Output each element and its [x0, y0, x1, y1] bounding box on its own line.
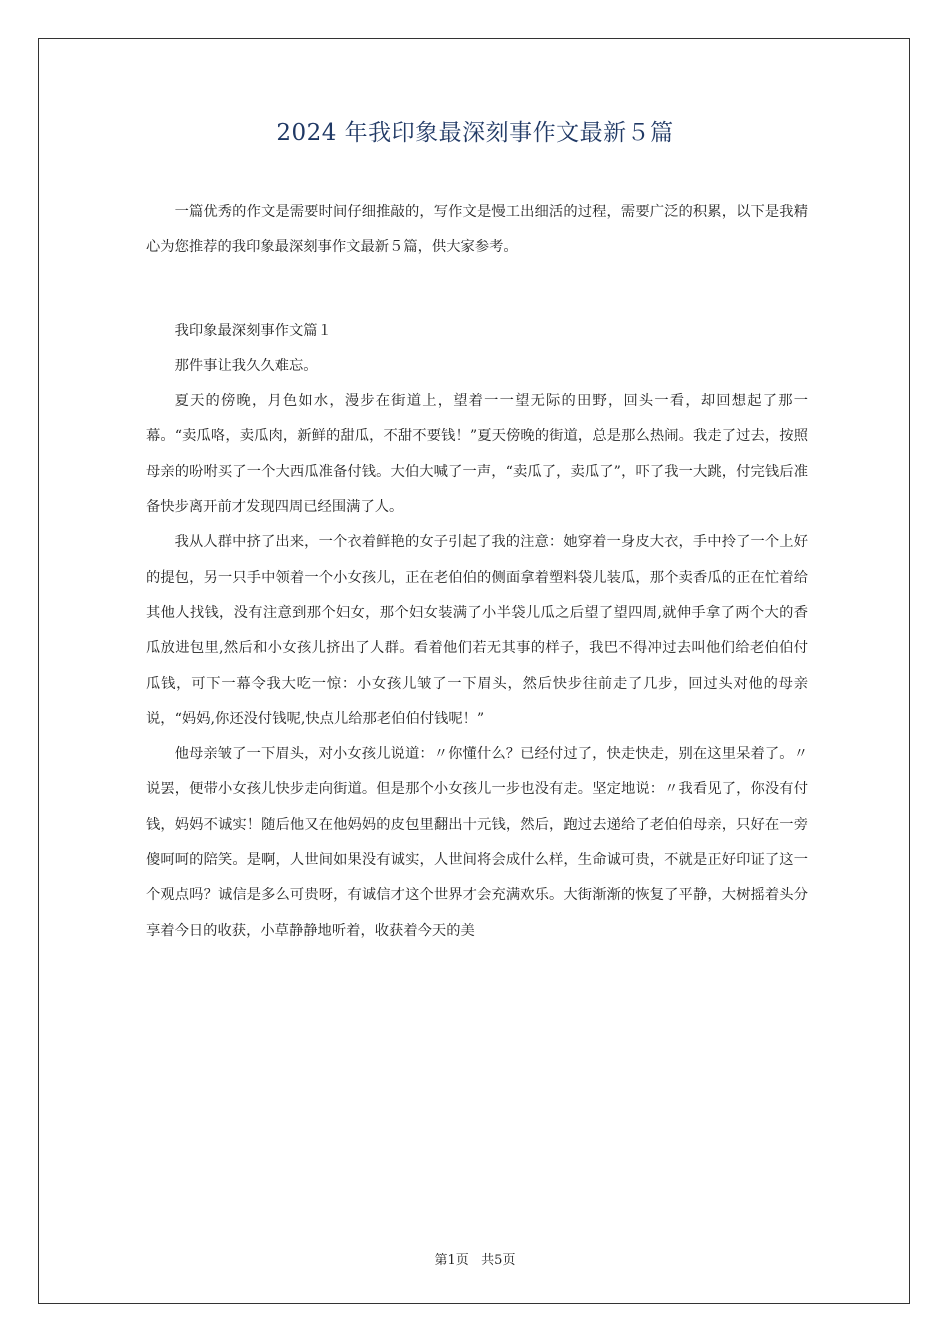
- document-title: 2024 年我印象最深刻事作文最新５篇: [276, 120, 674, 146]
- body-paragraph-2: 夏天的傍晚，月色如水，漫步在街道上，望着一一望无际的田野，回头一看，却回想起了那一幕。“卖瓜咯，卖瓜肉，新鲜的甜瓜，不甜不要钱！”夏天傍晚的街道，总是那么热闹。我走了过去，按照母亲的吩咐买了一个大西瓜准备付钱。大伯大喊了一声，“卖瓜了，卖瓜了”，吓了我一大跳，付完钱后准备快步离开前才发现四周已经围满了人。: [146, 393, 808, 516]
- body-paragraph-1: 那件事让我久久难忘。: [174, 357, 318, 374]
- intro-paragraph: 一篇优秀的作文是需要时间仔细推敲的，写作文是慢工出细活的过程，需要广泛的积累，以下是我精心为您推荐的我印象最深刻事作文最新５篇，供大家参考。: [146, 204, 808, 256]
- document-body: [146, 195, 808, 949]
- body-paragraph-3: 我从人群中挤了出来，一个衣着鲜艳的女子引起了我的注意：她穿着一身皮大衣，手中拎了一个上好的提包，另一只手中领着一个小女孩儿，正在老伯伯的侧面拿着塑料袋儿装瓜，那个卖香瓜的正在忙着给其他人找钱，没有注意到那个妇女，那个妇女装满了小半袋儿瓜之后望了望四周,就伸手拿了两个大的香瓜放进包里,然后和小女孩儿挤出了人群。看着他们若无其事的样子，我巴不得冲过去叫他们给老伯伯付瓜钱，可下一幕令我大吃一惊：小女孩儿皱了一下眉头，然后快步往前走了几步，回过头对他的母亲说，“妈妈,你还没付钱呢,快点儿给那老伯伯付钱呢！”: [146, 534, 808, 727]
- section-heading: 我印象最深刻事作文篇１: [174, 322, 332, 339]
- body-paragraph-4: 他母亲皱了一下眉头，对小女孩儿说道：〃你懂什么？已经付过了，快走快走，别在这里呆着了。〃说罢，便带小女孩儿快步走向街道。但是那个小女孩儿一步也没有走。坚定地说：〃我看见了，你没有付钱，妈妈不诚实！随后他又在他妈妈的皮包里翻出十元钱，然后，跑过去递给了老伯伯母亲，只好在一旁傻呵呵的陪笑。是啊，人世间如果没有诚实，人世间将会成什么样，生命诚可贵，不就是正好印证了这一个观点吗？诚信是多么可贵呀，有诚信才这个世界才会充满欢乐。大街渐渐的恢复了平静，大树摇着头分享着今日的收获，小草静静地听着，收获着今天的美: [146, 746, 808, 939]
- section-gap: [146, 266, 808, 314]
- page-footer: 第1页 共5页: [434, 1253, 516, 1268]
